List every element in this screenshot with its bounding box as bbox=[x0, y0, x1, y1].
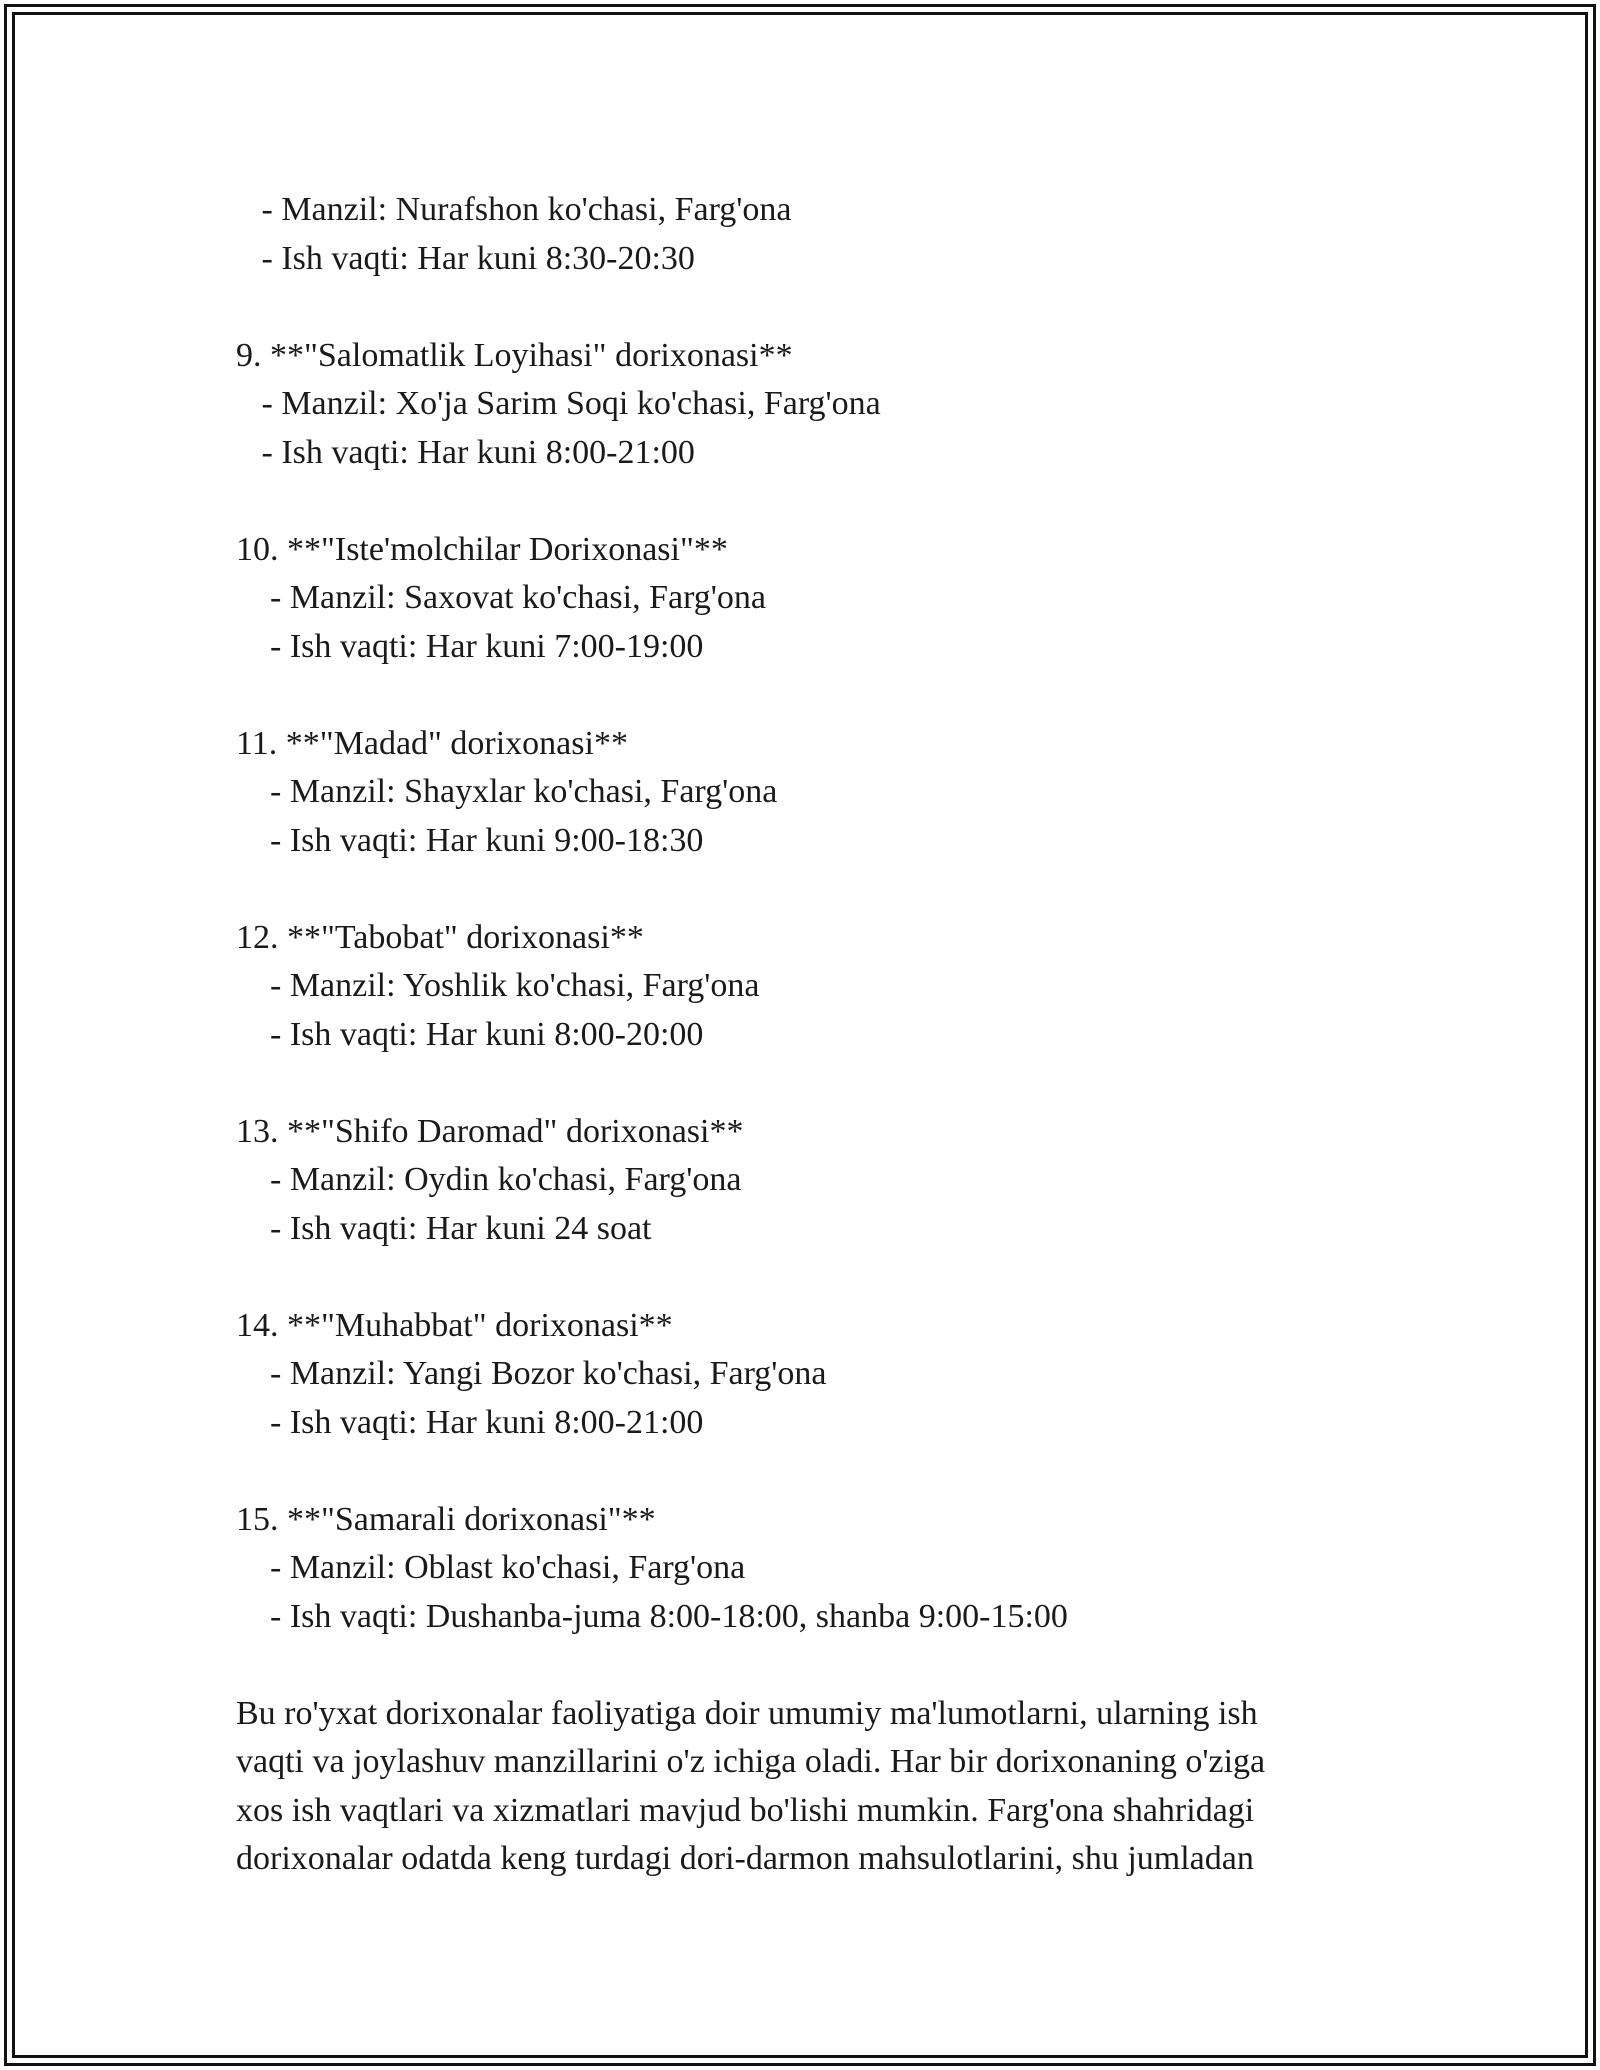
spacer bbox=[236, 477, 1366, 526]
pharmacy-entry-12 bbox=[236, 914, 1366, 1060]
entry-title: 13. **"Shifo Daromad" dorixonasi** bbox=[236, 1112, 744, 1150]
continuation-address: - Manzil: Nurafshon ko'chasi, Farg'ona bbox=[236, 191, 792, 228]
entry-hours: - Ish vaqti: Har kuni 24 soat bbox=[236, 1209, 652, 1247]
entry-title: 12. **"Tabobat" dorixonasi** bbox=[236, 918, 644, 956]
closing-paragraph bbox=[236, 1690, 1366, 1884]
entry-title: 14. **"Muhabbat" dorixonasi** bbox=[236, 1306, 673, 1344]
continuation-hours: - Ish vaqti: Har kuni 8:30-20:30 bbox=[236, 239, 695, 277]
entry-hours: - Ish vaqti: Dushanba-juma 8:00-18:00, shanba 9:00-15:00 bbox=[236, 1597, 1068, 1635]
spacer bbox=[236, 671, 1366, 720]
entry-hours: - Ish vaqti: Har kuni 8:00-21:00 bbox=[236, 1403, 704, 1441]
entry-title: 11. **"Madad" dorixonasi** bbox=[236, 724, 628, 762]
entry-title: 15. **"Samarali dorixonasi"** bbox=[236, 1500, 656, 1538]
closing-line: Bu ro'yxat dorixonalar faoliyatiga doir umumiy ma'lumotlarni, ularning ish bbox=[236, 1694, 1258, 1732]
pharmacy-entry-14 bbox=[236, 1302, 1366, 1448]
entry-address: - Manzil: Xo'ja Sarim Soqi ko'chasi, Farg'ona bbox=[236, 385, 881, 422]
entry-address: - Manzil: Saxovat ko'chasi, Farg'ona bbox=[236, 579, 767, 616]
closing-line: xos ish vaqtlari va xizmatlari mavjud bo'lishi mumkin. Farg'ona shahridagi bbox=[236, 1791, 1255, 1829]
entry-hours: - Ish vaqti: Har kuni 8:00-21:00 bbox=[236, 433, 695, 471]
spacer bbox=[236, 1447, 1366, 1496]
closing-line: dorixonalar odatda keng turdagi dori-darmon mahsulotlarini, shu jumladan bbox=[236, 1840, 1254, 1877]
spacer bbox=[236, 865, 1366, 914]
document-body bbox=[236, 186, 1366, 1884]
spacer bbox=[236, 283, 1366, 332]
entry-address: - Manzil: Yoshlik ko'chasi, Farg'ona bbox=[236, 967, 760, 1004]
pharmacy-entry-15 bbox=[236, 1496, 1366, 1642]
pharmacy-entry-13 bbox=[236, 1108, 1366, 1254]
pharmacy-entry-11 bbox=[236, 720, 1366, 866]
spacer bbox=[236, 1641, 1366, 1690]
entry-hours: - Ish vaqti: Har kuni 7:00-19:00 bbox=[236, 627, 704, 665]
entry-address: - Manzil: Yangi Bozor ko'chasi, Farg'ona bbox=[236, 1355, 827, 1392]
entry-address: - Manzil: Oydin ko'chasi, Farg'ona bbox=[236, 1161, 742, 1198]
entry-title: 9. **"Salomatlik Loyihasi" dorixonasi** bbox=[236, 336, 793, 374]
entry-title: 10. **"Iste'molchilar Dorixonasi"** bbox=[236, 530, 728, 568]
entry-address: - Manzil: Oblast ko'chasi, Farg'ona bbox=[236, 1549, 746, 1586]
spacer bbox=[236, 1059, 1366, 1108]
pharmacy-entry-10 bbox=[236, 526, 1366, 672]
pharmacy-entry-9 bbox=[236, 332, 1366, 478]
entry-address: - Manzil: Shayxlar ko'chasi, Farg'ona bbox=[236, 773, 778, 810]
entry-hours: - Ish vaqti: Har kuni 8:00-20:00 bbox=[236, 1015, 704, 1053]
entry-hours: - Ish vaqti: Har kuni 9:00-18:30 bbox=[236, 821, 704, 859]
spacer bbox=[236, 1253, 1366, 1302]
closing-line: vaqti va joylashuv manzillarini o'z ichiga oladi. Har bir dorixonaning o'ziga bbox=[236, 1743, 1266, 1780]
